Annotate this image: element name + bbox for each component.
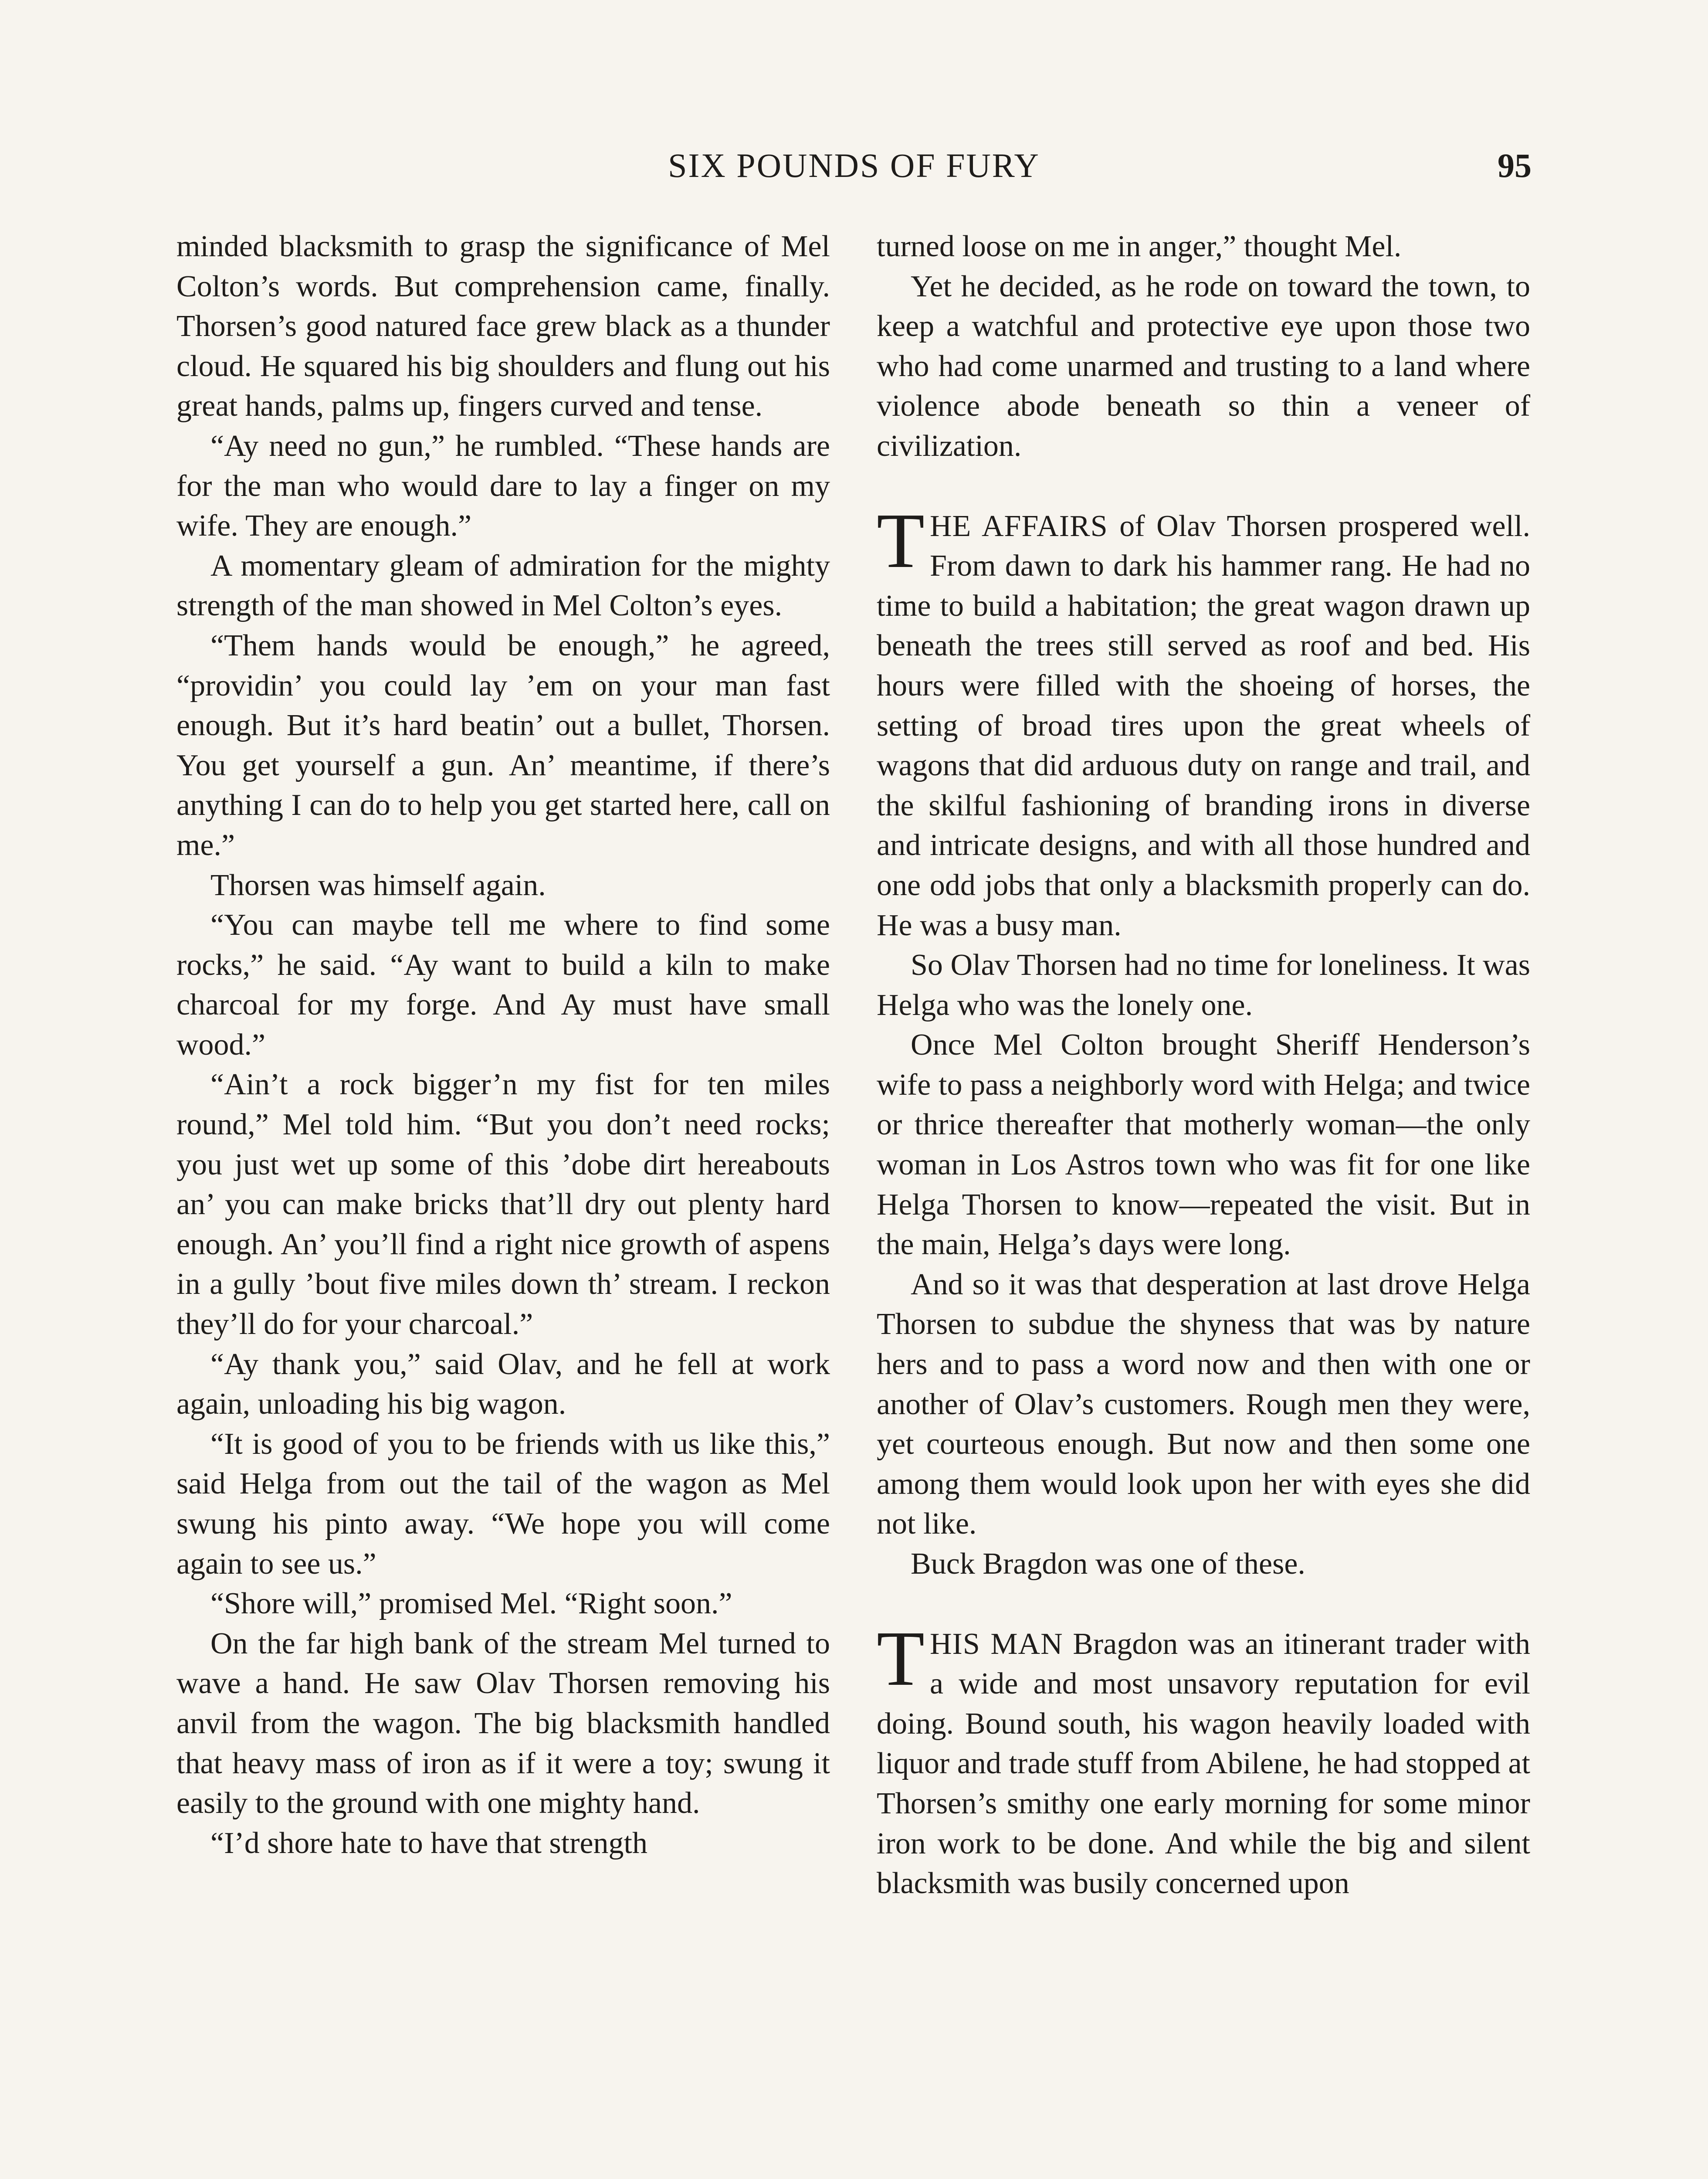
drop-cap: T bbox=[877, 497, 925, 584]
right-column bbox=[877, 227, 1530, 1904]
page-header bbox=[176, 142, 1532, 190]
paragraph: Once Mel Colton brought Sheriff Henderson’s wife to pass a neighborly word with Helga; and twice or thrice thereafter that motherly woman—the only woman in Los Astros town who was fit for one like Helga Thorsen to know—repeated the visit. But in the main, Helga’s days were long. bbox=[877, 1028, 1530, 1262]
drop-cap: T bbox=[877, 1615, 925, 1702]
paragraph: And so it was that desperation at last drove Helga Thorsen to subdue the shyness that was by nature hers and to pass a word now and then with one or another of Olav’s customers. Rough men they were, yet courteous enough. But now and then some one among them would look upon her with eyes she did not like. bbox=[877, 1267, 1530, 1541]
paragraph: “Them hands would be enough,” he agreed, “providin’ you could lay ’em on your man fast enough. But it’s hard beatin’ out a bullet, Thorsen. You get yourself a gun. An’ meantime, if there’s anything I can do to help you get started here, call on me.” bbox=[176, 628, 830, 862]
paragraph: Buck Bragdon was one of these. bbox=[911, 1547, 1305, 1581]
paragraph: A momentary gleam of admiration for the mighty strength of the man showed in Mel Colton’s eyes. bbox=[176, 549, 830, 623]
page-number: 95 bbox=[1498, 146, 1532, 184]
paragraph: On the far high bank of the stream Mel turned to wave a hand. He saw Olav Thorsen removing his anvil from the wagon. The big blacksmith handled that heavy mass of iron as if it were a toy; swung it easily to the ground with one mighty hand. bbox=[176, 1626, 830, 1820]
paragraph-text: of Olav Thorsen prospered well. From dawn to dark his hammer rang. He had no time to build a habitation; the great wagon drawn up beneath the trees still served as roof and bed. His hours were filled with the shoeing of horses, the setting of broad tires upon the great wheels of wagons that did arduous duty on range and trail, and the skilful fashioning of branding irons in diverse and intricate designs, and with all those hundred and one odd jobs that only a blacksmith properly can do. He was a busy man. bbox=[877, 509, 1530, 942]
section-lead-in: HE AFFAIRS bbox=[929, 509, 1108, 543]
left-column bbox=[176, 227, 830, 1863]
section-opening-paragraph bbox=[877, 1615, 1530, 1904]
paragraph: Thorsen was himself again. bbox=[210, 868, 546, 902]
paragraph: “Shore will,” promised Mel. “Right soon.” bbox=[210, 1587, 732, 1621]
section-lead-in: HIS MAN bbox=[929, 1627, 1063, 1661]
paragraph: minded blacksmith to grasp the significance of Mel Colton’s words. But comprehension came, finally. Thorsen’s good natured face grew black as a thunder cloud. He squared his big shoulders and flung out his great hands, palms up, fingers curved and tense. bbox=[176, 230, 830, 423]
paragraph: “Ay need no gun,” he rumbled. “These hands are for the man who would dare to lay a finger on my wife. They are enough.” bbox=[176, 429, 830, 543]
paragraph: “Ay thank you,” said Olav, and he fell at work again, unloading his big wagon. bbox=[176, 1347, 830, 1421]
running-title: SIX POUNDS OF FURY bbox=[668, 146, 1040, 184]
paragraph: “I’d shore hate to have that strength bbox=[210, 1826, 647, 1860]
paragraph: turned loose on me in anger,” thought Mel. bbox=[877, 230, 1402, 263]
paragraph: “Ain’t a rock bigger’n my fist for ten miles round,” Mel told him. “But you don’t need rocks; you just wet up some of this ’dobe dirt hereabouts an’ you can make bricks that’ll dry out plenty hard enough. An’ you’ll find a right nice growth of aspens in a gully ’bout five miles down th’ stream. I reckon they’ll do for your charcoal.” bbox=[176, 1068, 830, 1341]
paragraph: Yet he decided, as he rode on toward the town, to keep a watchful and protective eye upon those two who had come unarmed and trusting to a land where violence abode beneath so thin a veneer of civilization. bbox=[877, 269, 1530, 463]
paragraph: “It is good of you to be friends with us like this,” said Helga from out the tail of the wagon as Mel swung his pinto away. “We hope you will come again to see us.” bbox=[176, 1427, 830, 1581]
section-opening-paragraph bbox=[877, 497, 1530, 946]
paragraph: So Olav Thorsen had no time for loneliness. It was Helga who was the lonely one. bbox=[877, 948, 1530, 1022]
paragraph: “You can maybe tell me where to find some rocks,” he said. “Ay want to build a kiln to make charcoal for my forge. And Ay must have small wood.” bbox=[176, 908, 830, 1062]
paragraph-text: Bragdon was an itinerant trader with a wide and most unsavory reputation for evil doing. Bound south, his wagon heavily loaded with liquor and trade stuff from Abilene, he had stopped at Thorsen’s smithy one early morning for some minor iron work to be done. And while the big and silent blacksmith was busily concerned upon bbox=[877, 1627, 1530, 1901]
